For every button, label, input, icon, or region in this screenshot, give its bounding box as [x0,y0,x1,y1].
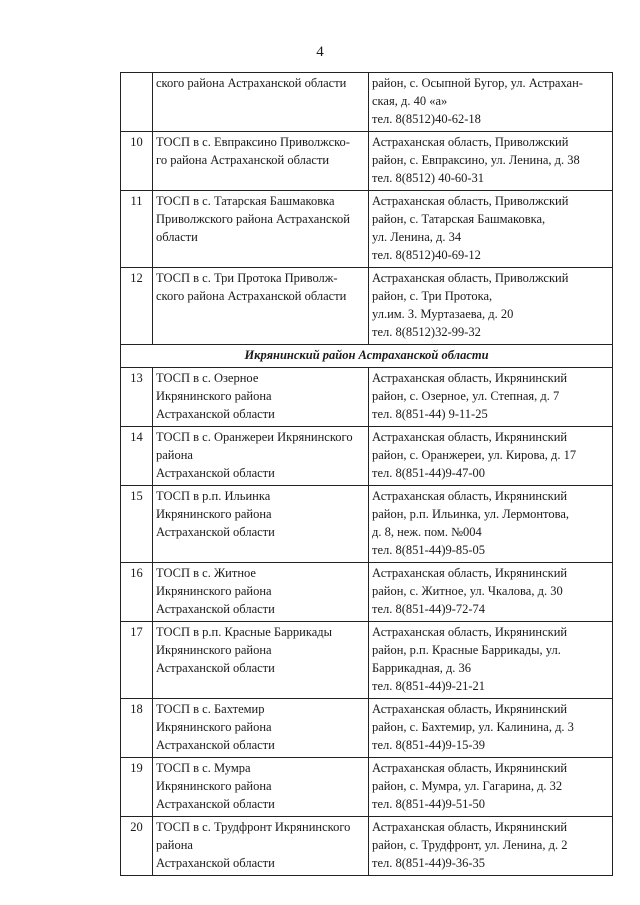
office-name-cell [153,191,369,268]
office-name-line: Астраханской области [156,797,275,811]
table-row [121,758,613,817]
office-name-line: Икрянинского района [156,584,272,598]
office-name-line: ТОСП в р.п. Красные Баррикады [156,625,333,639]
office-address-line: тел. 8(8512) 40-60-31 [372,171,485,185]
office-address-line: район, с. Озерное, ул. Степная, д. 7 [372,389,560,403]
office-address-line: район, с. Три Протока, [372,289,493,303]
office-address-line: район, с. Евпраксино, ул. Ленина, д. 38 [372,153,580,167]
office-address-line: Астраханская область, Приволжский [372,135,569,149]
office-address-line: Астраханская область, Икрянинский [372,371,568,385]
row-number: 15 [121,486,153,563]
row-number [121,73,153,132]
office-address-line: район, с. Оранжереи, ул. Кирова, д. 17 [372,448,577,462]
office-name-line: ТОСП в с. Житное [156,566,256,580]
office-address-line: район, с. Бахтемир, ул. Калинина, д. 3 [372,720,574,734]
office-name-line: ТОСП в с. Озерное [156,371,259,385]
section-row [121,345,613,368]
office-name-line: ТОСП в с. Евпраксино Приволжско- [156,135,350,149]
office-address-line: Астраханская область, Икрянинский [372,761,568,775]
office-address-line: Астраханская область, Приволжский [372,194,569,208]
row-number: 20 [121,817,153,876]
office-address-cell [369,486,613,563]
row-number: 14 [121,427,153,486]
office-name-line: Астраханской области [156,525,275,539]
table-body-ikryaninsky [121,368,613,876]
table-row [121,817,613,876]
table-row [121,622,613,699]
office-address-line: тел. 8(8512)32-99-32 [372,325,481,339]
office-name-line: Астраханской области [156,738,275,752]
office-address-line: район, р.п. Ильинка, ул. Лермонтова, [372,507,570,521]
office-name-cell [153,817,369,876]
office-address-line: ская, д. 40 «а» [372,94,448,108]
office-address-line: тел. 8(8512)40-62-18 [372,112,481,126]
table-row [121,73,613,132]
office-name-line: Астраханской области [156,466,275,480]
office-name-line: Астраханской области [156,856,275,870]
office-address-line: Астраханская область, Приволжский [372,271,569,285]
table-row [121,563,613,622]
row-number: 17 [121,622,153,699]
office-address-line: район, р.п. Красные Баррикады, ул. [372,643,561,657]
office-address-cell [369,622,613,699]
office-address-line: тел. 8(851-44)9-85-05 [372,543,486,557]
row-number: 12 [121,268,153,345]
office-name-line: го района Астраханской области [156,153,330,167]
office-name-line: ТОСП в р.п. Ильинка [156,489,271,503]
office-address-line: Баррикадная, д. 36 [372,661,472,675]
office-address-line: район, с. Житное, ул. Чкалова, д. 30 [372,584,563,598]
office-address-line: д. 8, неж. пом. №004 [372,525,482,539]
office-name-line: Астраханской области [156,602,275,616]
office-address-cell [369,268,613,345]
office-address-line: тел. 8(851-44)9-15-39 [372,738,486,752]
office-address-line: тел. 8(851-44)9-36-35 [372,856,486,870]
section-title: Икрянинский район Астраханской области [121,345,613,368]
office-name-line: Икрянинского района [156,389,272,403]
table-body-privolzhsky [121,73,613,345]
row-number: 16 [121,563,153,622]
office-address-line: тел. 8(851-44) 9-11-25 [372,407,488,421]
office-name-line: ского района Астраханской области [156,289,347,303]
office-name-cell [153,563,369,622]
office-address-line: Астраханская область, Икрянинский [372,430,568,444]
office-name-line: ТОСП в с. Бахтемир [156,702,265,716]
table-row [121,427,613,486]
office-name-line: Астраханской области [156,661,275,675]
office-name-cell [153,268,369,345]
office-name-line: района [156,448,193,462]
office-name-cell [153,427,369,486]
office-address-line: тел. 8(8512)40-69-12 [372,248,481,262]
office-name-line: Икрянинского района [156,779,272,793]
office-name-cell [153,758,369,817]
office-address-line: Астраханская область, Икрянинский [372,702,568,716]
office-address-cell [369,699,613,758]
office-address-cell [369,191,613,268]
office-address-line: район, с. Татарская Башмаковка, [372,212,546,226]
office-name-line: ТОСП в с. Мумра [156,761,251,775]
office-name-cell [153,73,369,132]
row-number: 18 [121,699,153,758]
table-row [121,699,613,758]
office-name-line: области [156,230,198,244]
row-number: 19 [121,758,153,817]
row-number: 10 [121,132,153,191]
office-address-line: тел. 8(851-44)9-21-21 [372,679,486,693]
office-address-cell [369,427,613,486]
office-name-line: ского района Астраханской области [156,76,347,90]
table-row [121,268,613,345]
office-address-cell [369,758,613,817]
office-address-line: Астраханская область, Икрянинский [372,489,568,503]
office-name-cell [153,486,369,563]
row-number: 13 [121,368,153,427]
office-name-line: ТОСП в с. Татарская Башмаковка [156,194,335,208]
page-number: 4 [316,44,324,60]
office-address-line: Астраханская область, Икрянинский [372,820,568,834]
office-address-line: тел. 8(851-44)9-72-74 [372,602,486,616]
office-address-line: район, с. Мумра, ул. Гагарина, д. 32 [372,779,563,793]
office-address-line: ул. Ленина, д. 34 [372,230,462,244]
office-name-cell [153,368,369,427]
office-name-line: ТОСП в с. Оранжереи Икрянинского [156,430,353,444]
office-name-line: Икрянинского района [156,720,272,734]
office-address-line: Астраханская область, Икрянинский [372,625,568,639]
office-name-cell [153,622,369,699]
office-name-line: ТОСП в с. Три Протока Приволж- [156,271,338,285]
table-row [121,486,613,563]
office-address-line: Астраханская область, Икрянинский [372,566,568,580]
office-address-line: район, с. Трудфронт, ул. Ленина, д. 2 [372,838,568,852]
office-name-line: района [156,838,193,852]
office-name-line: ТОСП в с. Трудфронт Икрянинского [156,820,351,834]
office-address-cell [369,817,613,876]
table-section [121,345,613,368]
row-number: 11 [121,191,153,268]
office-name-cell [153,699,369,758]
office-address-cell [369,563,613,622]
table-row [121,132,613,191]
office-address-line: тел. 8(851-44)9-51-50 [372,797,486,811]
office-registry-table [120,72,613,876]
office-address-line: тел. 8(851-44)9-47-00 [372,466,486,480]
office-name-line: Икрянинского района [156,643,272,657]
office-name-cell [153,132,369,191]
office-name-line: Астраханской области [156,407,275,421]
office-address-cell [369,73,613,132]
office-address-line: ул.им. З. Муртазаева, д. 20 [372,307,514,321]
office-address-cell [369,132,613,191]
office-name-line: Приволжского района Астраханской [156,212,350,226]
table-row [121,368,613,427]
table-row [121,191,613,268]
office-address-cell [369,368,613,427]
office-name-line: Икрянинского района [156,507,272,521]
office-address-line: район, с. Осыпной Бугор, ул. Астрахан- [372,76,583,90]
